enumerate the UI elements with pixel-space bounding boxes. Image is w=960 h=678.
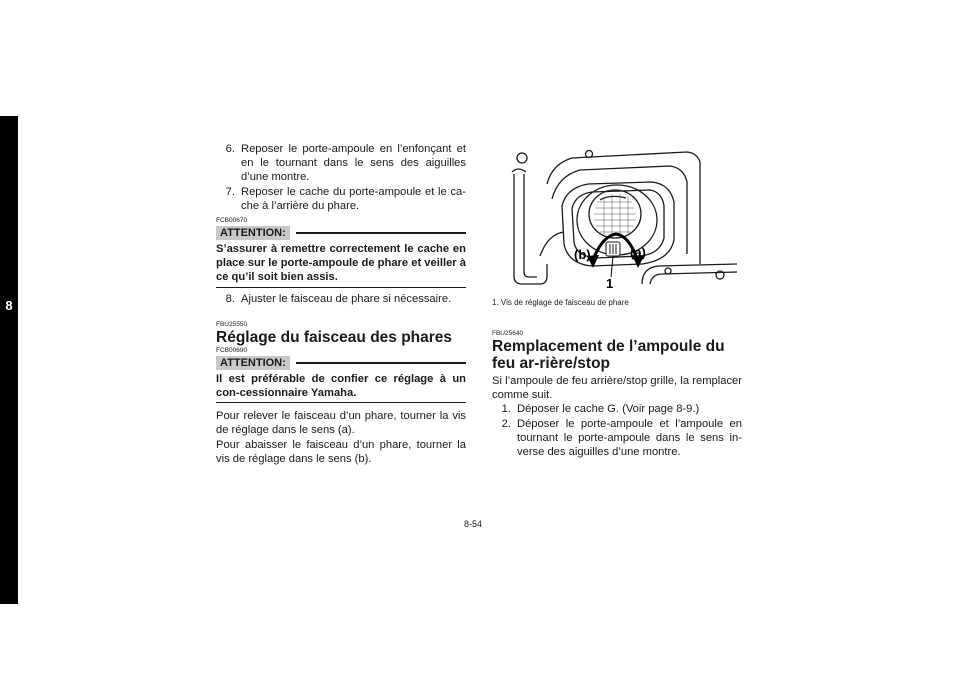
step-2 bbox=[492, 417, 742, 460]
chapter-number: 8 bbox=[5, 298, 13, 313]
caution-1-label: ATTENTION: bbox=[216, 226, 290, 240]
step-8 bbox=[216, 292, 466, 306]
caution-1-text: S’assurer à remettre correctement le cache en place sur le porte-ampoule de phare et veiller à ce qu’il soit bien assis. bbox=[216, 242, 466, 288]
paragraph-raise-beam: Pour relever le faisceau d’un phare, tourner la vis de réglage dans le sens (a). bbox=[216, 410, 466, 437]
step-8-text: Ajuster le faisceau de phare si nécessaire. bbox=[241, 292, 452, 305]
headlight-adjustment-illustration bbox=[492, 144, 742, 289]
caution-1-rule bbox=[296, 232, 466, 233]
left-column bbox=[216, 142, 466, 466]
page-number: 8-54 bbox=[464, 519, 483, 529]
section-1-title: Réglage du faisceau des phares bbox=[216, 328, 453, 346]
step-1 bbox=[492, 402, 742, 416]
label-b: (b) bbox=[574, 247, 591, 262]
caution-1-code: FCB00670 bbox=[216, 217, 248, 225]
caution-2-rule bbox=[296, 362, 466, 363]
step-6-text: Reposer le porte-ampoule en l’enfonçant et en le tournant dans le sens des aiguilles d’une montre. bbox=[241, 143, 466, 184]
step-7-number: 7. bbox=[225, 185, 235, 198]
step-2-text: Déposer le porte-ampoule et l’ampoule en tournant le porte-ampoule dans le sens in-verse des aiguilles d’une montre. bbox=[517, 417, 742, 459]
section-2-title: Remplacement de l’ampoule du feu ar-rière/stop bbox=[492, 338, 725, 372]
caution-2-header bbox=[216, 356, 466, 370]
step-7 bbox=[216, 185, 466, 213]
step-8-number: 8. bbox=[225, 292, 235, 305]
step-1-number: 1. bbox=[501, 403, 511, 416]
step-7-text: Reposer le cache du porte-ampoule et le ca-che à l’arrière du phare. bbox=[241, 185, 466, 212]
chapter-tab bbox=[0, 116, 18, 604]
step-1-text: Déposer le cache G. (Voir page 8-9.) bbox=[517, 403, 700, 416]
caution-2-label: ATTENTION: bbox=[216, 356, 290, 370]
caution-1-header bbox=[216, 226, 466, 240]
right-column bbox=[492, 144, 742, 459]
label-a: (a) bbox=[630, 245, 646, 260]
caution-2-text: Il est préférable de confier ce réglage à un con-cessionnaire Yamaha. bbox=[216, 372, 466, 403]
label-1: 1 bbox=[606, 276, 614, 289]
step-6 bbox=[216, 142, 466, 185]
section-2-code: FBU25640 bbox=[492, 330, 524, 337]
figure-caption: 1. Vis de réglage de faisceau de phare bbox=[492, 298, 629, 307]
paragraph-lower-beam: Pour abaisser le faisceau d’un phare, tourner la vis de réglage dans le sens (b). bbox=[216, 438, 466, 465]
step-6-number: 6. bbox=[225, 143, 235, 155]
caution-2-code: FCB00690 bbox=[216, 346, 248, 354]
section-1-code: FBU25550 bbox=[216, 320, 248, 328]
headlight-drawing bbox=[492, 144, 742, 289]
section-2-intro: Si l’ampoule de feu arrière/stop grille, la remplacer comme suit. bbox=[492, 375, 742, 402]
step-2-number: 2. bbox=[501, 417, 511, 430]
